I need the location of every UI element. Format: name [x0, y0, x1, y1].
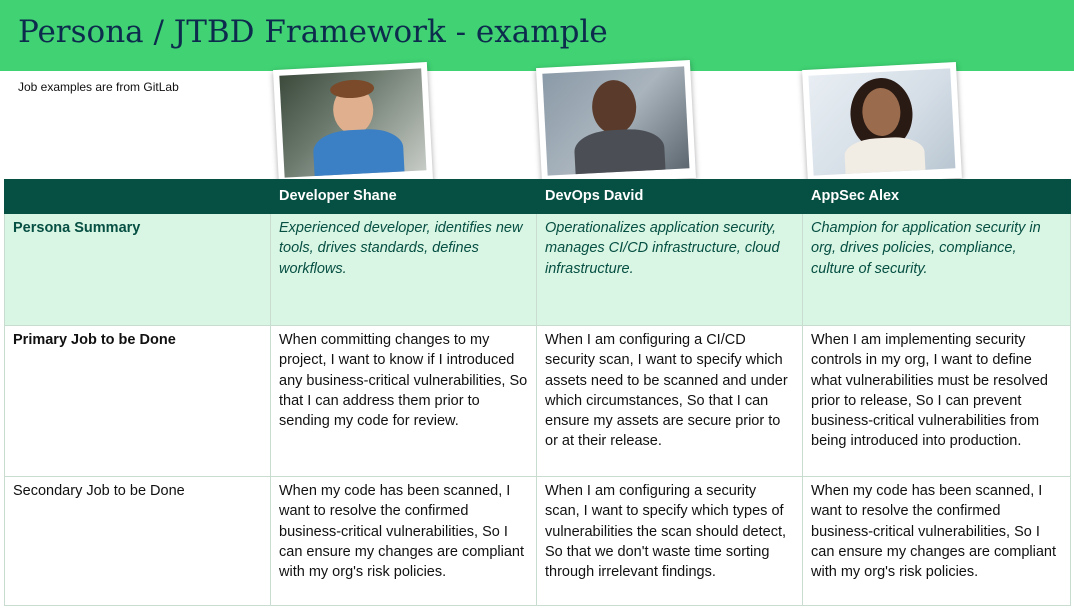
persona-table — [4, 179, 1071, 606]
header-appsec: AppSec Alex — [803, 180, 1071, 214]
header-blank — [5, 180, 271, 214]
table-row — [5, 214, 1071, 326]
header-devops: DevOps David — [537, 180, 803, 214]
row-label: Secondary Job to be Done — [5, 477, 271, 606]
table-row — [5, 326, 1071, 477]
table-cell: When I am configuring a security scan, I want to specify which types of vulnerabilities the scan should detect, So that we don't waste time sorting through irrelevant findings. — [537, 477, 803, 606]
page-title: Persona / JTBD Framework - example — [18, 14, 608, 50]
table-header-row — [5, 180, 1071, 214]
table-cell: Operationalizes application security, manages CI/CD infrastructure, cloud infrastructure. — [537, 214, 803, 326]
row-label: Primary Job to be Done — [5, 326, 271, 477]
table-cell: When committing changes to my project, I want to know if I introduced any business-critical vulnerabilities, So that I can address them prior to sending my code for review. — [271, 326, 537, 477]
table-cell: When my code has been scanned, I want to resolve the confirmed business-critical vulnerabilities, So I can ensure my changes are compliant with my org's risk policies. — [271, 477, 537, 606]
table-cell: When I am implementing security controls in my org, I want to define what vulnerabilities must be resolved prior to release, So I can prevent business-critical vulnerabilities from being introduced into production. — [803, 326, 1071, 477]
table-cell: Experienced developer, identifies new tools, drives standards, defines workflows. — [271, 214, 537, 326]
table-row — [5, 477, 1071, 606]
row-label: Persona Summary — [5, 214, 271, 326]
persona-photo-developer — [273, 62, 433, 188]
persona-photo-appsec — [802, 62, 962, 186]
table-cell: Champion for application security in org, drives policies, compliance, culture of security. — [803, 214, 1071, 326]
table-cell: When I am configuring a CI/CD security scan, I want to specify which assets need to be scanned and under which circumstances, So that I can ensure my assets are secure prior to or at their release. — [537, 326, 803, 477]
header-developer: Developer Shane — [271, 180, 537, 214]
source-note: Job examples are from GitLab — [18, 80, 179, 94]
persona-photo-devops — [536, 60, 696, 186]
table-cell: When my code has been scanned, I want to resolve the confirmed business-critical vulnerabilities, So I can ensure my changes are compliant with my org's risk policies. — [803, 477, 1071, 606]
